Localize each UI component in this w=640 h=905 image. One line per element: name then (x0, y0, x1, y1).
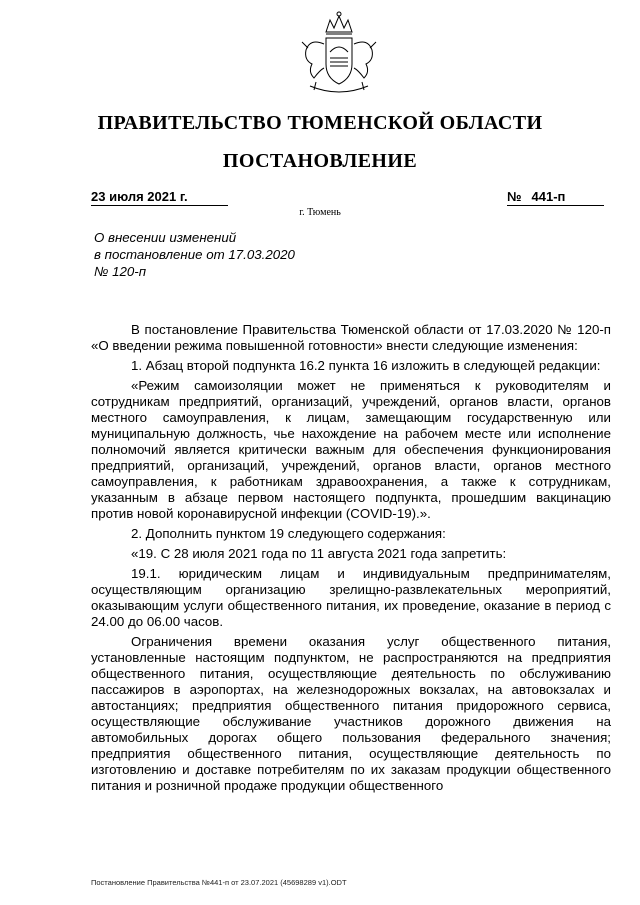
document-number: 441-п (531, 189, 566, 204)
body-paragraph: В постановление Правительства Тюменской области от 17.03.2020 № 120-п «О введении режима повышенной готовности» внести следующие изменения: (91, 322, 611, 353)
body-paragraph: 2. Дополнить пунктом 19 следующего содержания: (131, 526, 446, 541)
body-paragraph: «19. С 28 июля 2021 года по 11 августа 2021 года запретить: (131, 546, 507, 561)
body-paragraph: Ограничения времени оказания услуг общественного питания, установленные настоящим подпунктом, не распространяются на предприятия общественного питания, осуществляющие деятельность по обслуживанию пассажиров в аэропортах, на железнодорожных вокзалах, на автовокзалах и автостанциях; предприятия общественного питания придорожного сервиса, осуществляющие обслуживание участников дорожного движения на автомобильных дорогах общего пользования федерального значения; предприятия общественного питания, осуществляющие деятельность по изготовлению и доставке потребителям по их заказам продукции общественного питания и розничной продаже продукции общественного (91, 634, 611, 793)
body-paragraph: 1. Абзац второй подпункта 16.2 пункта 16 изложить в следующей редакции: (131, 358, 601, 373)
subject-line: № 120-п (94, 264, 147, 279)
subject-line: в постановление от 17.03.2020 (94, 247, 295, 262)
body-paragraph: 19.1. юридическим лицам и индивидуальным предпринимателям, осуществляющим организацию зрелищно-развлекательных мероприятий, оказывающим услуги общественного питания, их проведение, оказание в период с 24.00 до 06.00 часов. (91, 566, 611, 629)
number-sign: № (507, 189, 522, 204)
document-date: 23 июля 2021 г. (91, 189, 228, 206)
city-label: г. Тюмень (299, 207, 341, 218)
subject-line: О внесении изменений (94, 230, 237, 245)
document-subject (94, 229, 394, 280)
body-paragraph: «Режим самоизоляции может не применяться к руководителям и сотрудникам предприятий, организаций, учреждений, органов власти, органов местного самоуправления, к лицам, замещающим государственную или муниципальную должность, чье нахождение на рабочем месте или исполнение полномочий является критически важным для обеспечения функционирования предприятий, организаций, учреждений, органов власти, органов местного самоуправления, к работникам здравоохранения, а также к сотрудникам, указанным в абзаце первом настоящего подпункта, прошедшим вакцинацию против новой коронавирусной инфекции (COVID-19).». (91, 378, 611, 521)
document-type: ПОСТАНОВЛЕНИЕ (222, 150, 418, 172)
government-name: ПРАВИТЕЛЬСТВО ТЮМЕНСКОЙ ОБЛАСТИ (97, 112, 543, 134)
page-footer: Постановление Правительства №441-п от 23.07.2021 (45698289 v1).ODT (91, 878, 347, 887)
document-body (91, 322, 611, 798)
document-number-field (507, 189, 604, 206)
coat-of-arms-emblem (296, 8, 382, 100)
